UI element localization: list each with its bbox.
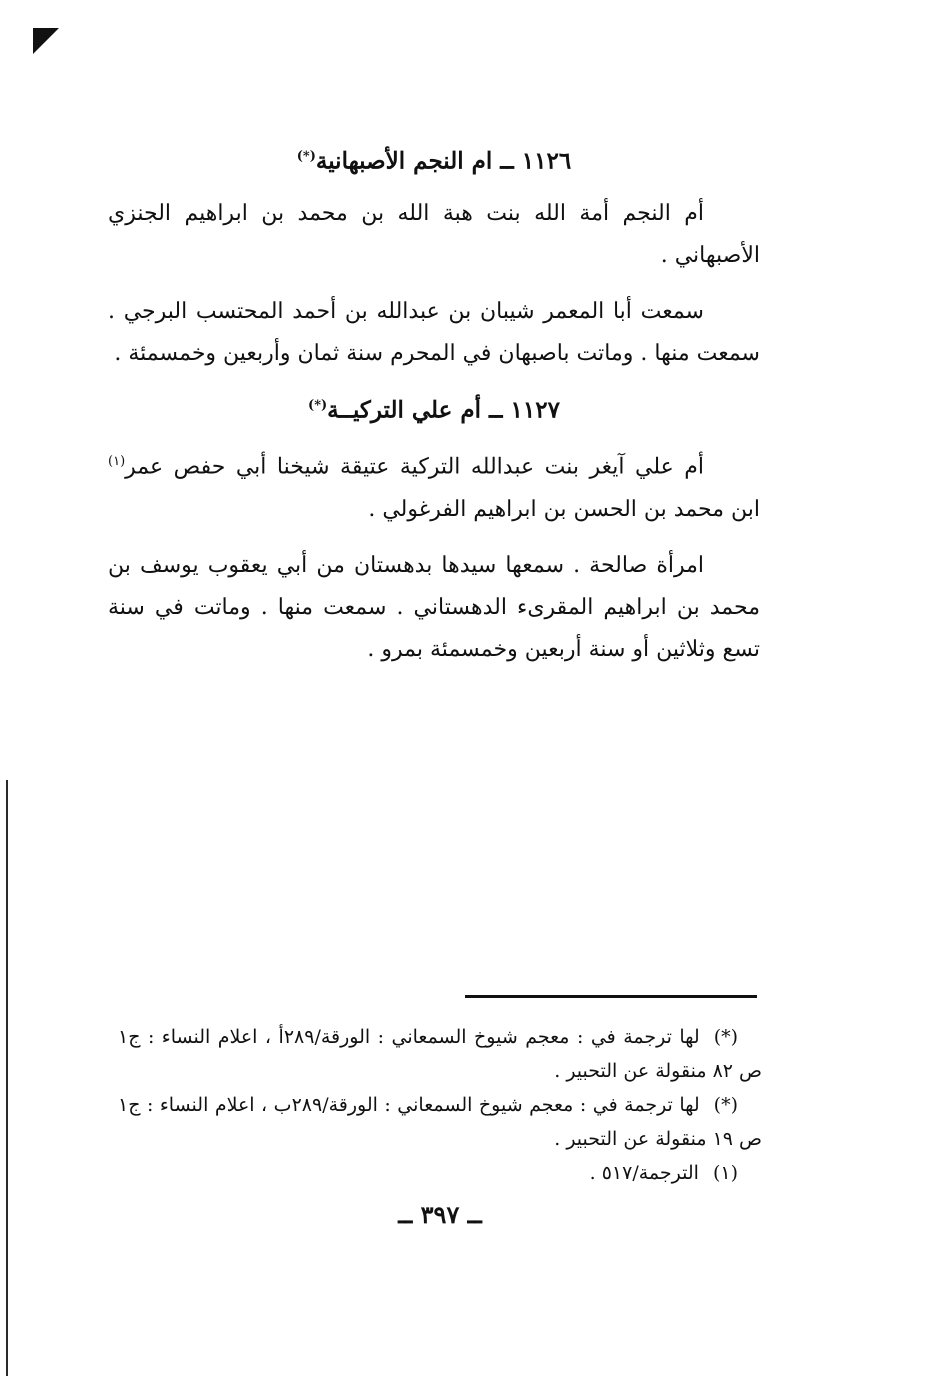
footnote-marker: (*) [713, 1094, 738, 1116]
page-number: ــ ٣٩٧ ــ [398, 1200, 482, 1229]
footnote [118, 1088, 762, 1156]
page-body [108, 140, 760, 671]
entry-paragraph: سمعت أبا المعمر شيبان بن عبدالله بن أحمد المحتسب البرجي . سمعت منها . وماتت باصبهان في المحرم سنة ثمان وأربعين وخمسمئة . [108, 298, 760, 366]
footnote-text: لها ترجمة في : معجم شيوخ السمعاني : الورقة/٢٨٩ب ، اعلام النساء : ج١ ص ١٩ منقولة عن التحبير . [118, 1094, 762, 1150]
corner-crop-mark [33, 28, 59, 54]
footnote-marker: (١) [712, 1162, 738, 1184]
entry-paragraph: أم النجم أمة الله بنت هبة الله بن محمد بن ابراهيم الجنزي الأصبهاني . [108, 200, 760, 268]
entry-paragraph: امرأة صالحة . سمعها سيدها بدهستان من أبي يعقوب يوسف بن محمد بن ابراهيم المقرىء الدهستاني . سمعت منها . وماتت في سنة تسع وثلاثين أو سنة أربعين وخمسمئة بمرو . [108, 552, 760, 662]
heading-note-marker: (*) [308, 397, 328, 413]
footnote-reference: (١) [108, 454, 126, 470]
footnote-marker: (*) [713, 1026, 739, 1048]
footnote [118, 1156, 762, 1190]
biography-entry-1126 [108, 140, 760, 375]
entry-paragraph: أم علي آيغر بنت عبدالله التركية عتيقة شيخنا أبي حفص عمر$^{(١)}$ ابن محمد بن الحسن بن ابراهيم الفرغولي . [108, 454, 760, 522]
footnotes [118, 1020, 762, 1190]
scan-edge-line [6, 780, 8, 1376]
footnote-text: لها ترجمة في : معجم شيوخ السمعاني : الورقة/٢٨٩أ ، اعلام النساء : ج١ ص ٨٢ منقولة عن التحبير . [118, 1026, 762, 1082]
footnote-text: الترجمة/٥١٧ . [589, 1162, 699, 1184]
entry-heading: ١١٢٧ ــ أم علي التركيــة(*) [308, 396, 560, 424]
heading-note-marker: (*) [296, 149, 316, 164]
footnote [118, 1020, 762, 1088]
entry-heading: ١١٢٦ ــ ام النجم الأصبهانية(*) [296, 147, 572, 175]
biography-entry-1127 [108, 389, 760, 671]
footnote-separator [465, 995, 757, 998]
